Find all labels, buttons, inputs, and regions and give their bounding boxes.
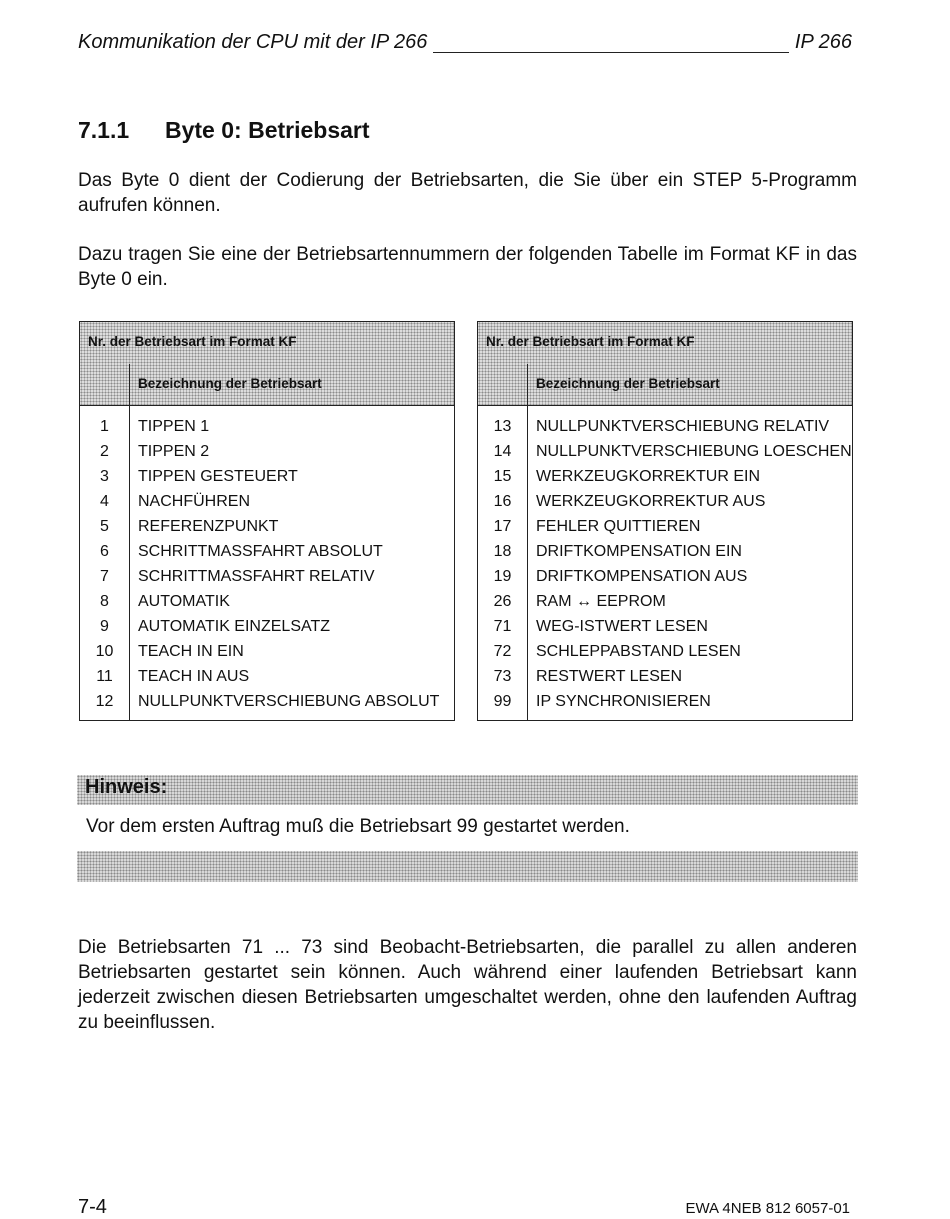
table-row (80, 589, 454, 614)
mode-number: 71 (493, 618, 512, 635)
column-divider (129, 406, 130, 720)
mode-name: TEACH IN AUS (138, 668, 250, 685)
page-number: 7-4 (78, 1196, 107, 1218)
note-text: Vor dem ersten Auftrag muß die Betriebsart 99 gestartet werden. (86, 816, 630, 837)
column-header-name: Bezeichnung der Betriebsart (536, 376, 720, 391)
table-row (478, 589, 852, 614)
table-row (80, 464, 454, 489)
header-product-name: IP 266 (789, 28, 852, 56)
mode-name: DRIFTKOMPENSATION EIN (536, 543, 742, 560)
mode-number: 19 (493, 568, 512, 585)
mode-number: 3 (100, 468, 109, 485)
table-row (478, 564, 852, 589)
table-row (478, 464, 852, 489)
mode-number: 1 (100, 418, 109, 435)
table-row (80, 689, 454, 714)
mode-number: 8 (100, 593, 109, 610)
mode-number: 18 (493, 543, 512, 560)
mode-name: WEG-ISTWERT LESEN (536, 618, 708, 635)
mode-name: NULLPUNKTVERSCHIEBUNG RELATIV (536, 418, 830, 435)
mode-name: SCHLEPPABSTAND LESEN (536, 643, 741, 660)
table-row (478, 614, 852, 639)
mode-name: TEACH IN EIN (138, 643, 244, 660)
mode-name: RAM ↔ EEPROM (536, 593, 666, 610)
mode-name: DRIFTKOMPENSATION AUS (536, 568, 748, 585)
mode-number: 6 (100, 543, 109, 560)
section-number: 7.1.1 (78, 117, 130, 143)
mode-name: NACHFÜHREN (138, 493, 250, 510)
mode-number: 13 (493, 418, 512, 435)
table-row (478, 489, 852, 514)
mode-name: TIPPEN 1 (138, 418, 210, 435)
mode-number: 9 (100, 618, 109, 635)
table-row (80, 489, 454, 514)
mode-name: IP SYNCHRONISIEREN (536, 693, 711, 710)
table-row (80, 664, 454, 689)
mode-number: 14 (493, 443, 512, 460)
table-row (80, 639, 454, 664)
table-row (80, 539, 454, 564)
header-chapter-title: Kommunikation der CPU mit der IP 266 (78, 28, 433, 56)
table-row (80, 414, 454, 439)
observation-modes-paragraph: Die Betriebsarten 71 ... 73 sind Beobacht-Betriebsarten, die parallel zu allen anderen Betriebsarten gestartet sein können. Auch während einer laufenden Betriebsart kann jederzeit zwischen diesen Betriebsarten umgeschaltet werden, ohne den laufenden Auftrag zu beeinflussen. (78, 937, 857, 1033)
mode-name: SCHRITTMASSFAHRT ABSOLUT (138, 543, 383, 560)
table-body (478, 406, 852, 720)
mode-name: WERKZEUGKORREKTUR AUS (536, 493, 766, 510)
table-row (80, 614, 454, 639)
note-footer-bar (77, 851, 858, 882)
table-row (478, 539, 852, 564)
mode-number: 99 (493, 693, 512, 710)
table-body (80, 406, 454, 720)
mode-number: 73 (493, 668, 512, 685)
table-row (478, 639, 852, 664)
mode-name: REFERENZPUNKT (138, 518, 279, 535)
mode-name: TIPPEN 2 (138, 443, 210, 460)
column-divider (527, 406, 528, 720)
mode-name: NULLPUNKTVERSCHIEBUNG ABSOLUT (138, 693, 440, 710)
section-title: Byte 0: Betriebsart (165, 117, 370, 143)
column-header-number: Nr. der Betriebsart im Format KF (88, 334, 297, 349)
mode-number: 4 (100, 493, 109, 510)
intro-paragraph: Das Byte 0 dient der Codierung der Betriebsarten, die Sie über ein STEP 5-Programm aufrufen können. (78, 170, 857, 216)
instruction-paragraph: Dazu tragen Sie eine der Betriebsartennummern der folgenden Tabelle im Format KF in das Byte 0 ein. (78, 244, 857, 290)
column-divider (527, 364, 528, 405)
mode-name: NULLPUNKTVERSCHIEBUNG LOESCHEN (536, 443, 852, 460)
mode-number: 5 (100, 518, 109, 535)
mode-name: FEHLER QUITTIEREN (536, 518, 701, 535)
table-row (478, 414, 852, 439)
mode-number: 16 (493, 493, 512, 510)
table-row (478, 689, 852, 714)
mode-name: RESTWERT LESEN (536, 668, 683, 685)
mode-number: 12 (95, 693, 114, 710)
mode-name: AUTOMATIK EINZELSATZ (138, 618, 331, 635)
column-header-name: Bezeichnung der Betriebsart (138, 376, 322, 391)
mode-number: 2 (100, 443, 109, 460)
operating-modes-table-left (79, 321, 455, 721)
running-header (78, 28, 852, 56)
note-header-bar (77, 775, 858, 805)
table-row (80, 439, 454, 464)
table-row (478, 664, 852, 689)
mode-number: 7 (100, 568, 109, 585)
operating-modes-table-right (477, 321, 853, 721)
table-row (80, 514, 454, 539)
mode-number: 72 (493, 643, 512, 660)
table-header (80, 322, 454, 406)
mode-name: WERKZEUGKORREKTUR EIN (536, 468, 761, 485)
mode-name: AUTOMATIK (138, 593, 230, 610)
table-row (80, 564, 454, 589)
column-divider (129, 364, 130, 405)
table-header (478, 322, 852, 406)
table-row (478, 514, 852, 539)
note-title: Hinweis: (85, 776, 168, 798)
mode-number: 26 (493, 593, 512, 610)
table-row (478, 439, 852, 464)
mode-number: 10 (95, 643, 114, 660)
section-heading (78, 115, 370, 145)
mode-number: 17 (493, 518, 512, 535)
mode-name: SCHRITTMASSFAHRT RELATIV (138, 568, 375, 585)
mode-number: 11 (96, 668, 113, 685)
mode-number: 15 (493, 468, 512, 485)
document-id: EWA 4NEB 812 6057-01 (685, 1200, 850, 1217)
mode-name: TIPPEN GESTEUERT (138, 468, 298, 485)
column-header-number: Nr. der Betriebsart im Format KF (486, 334, 695, 349)
